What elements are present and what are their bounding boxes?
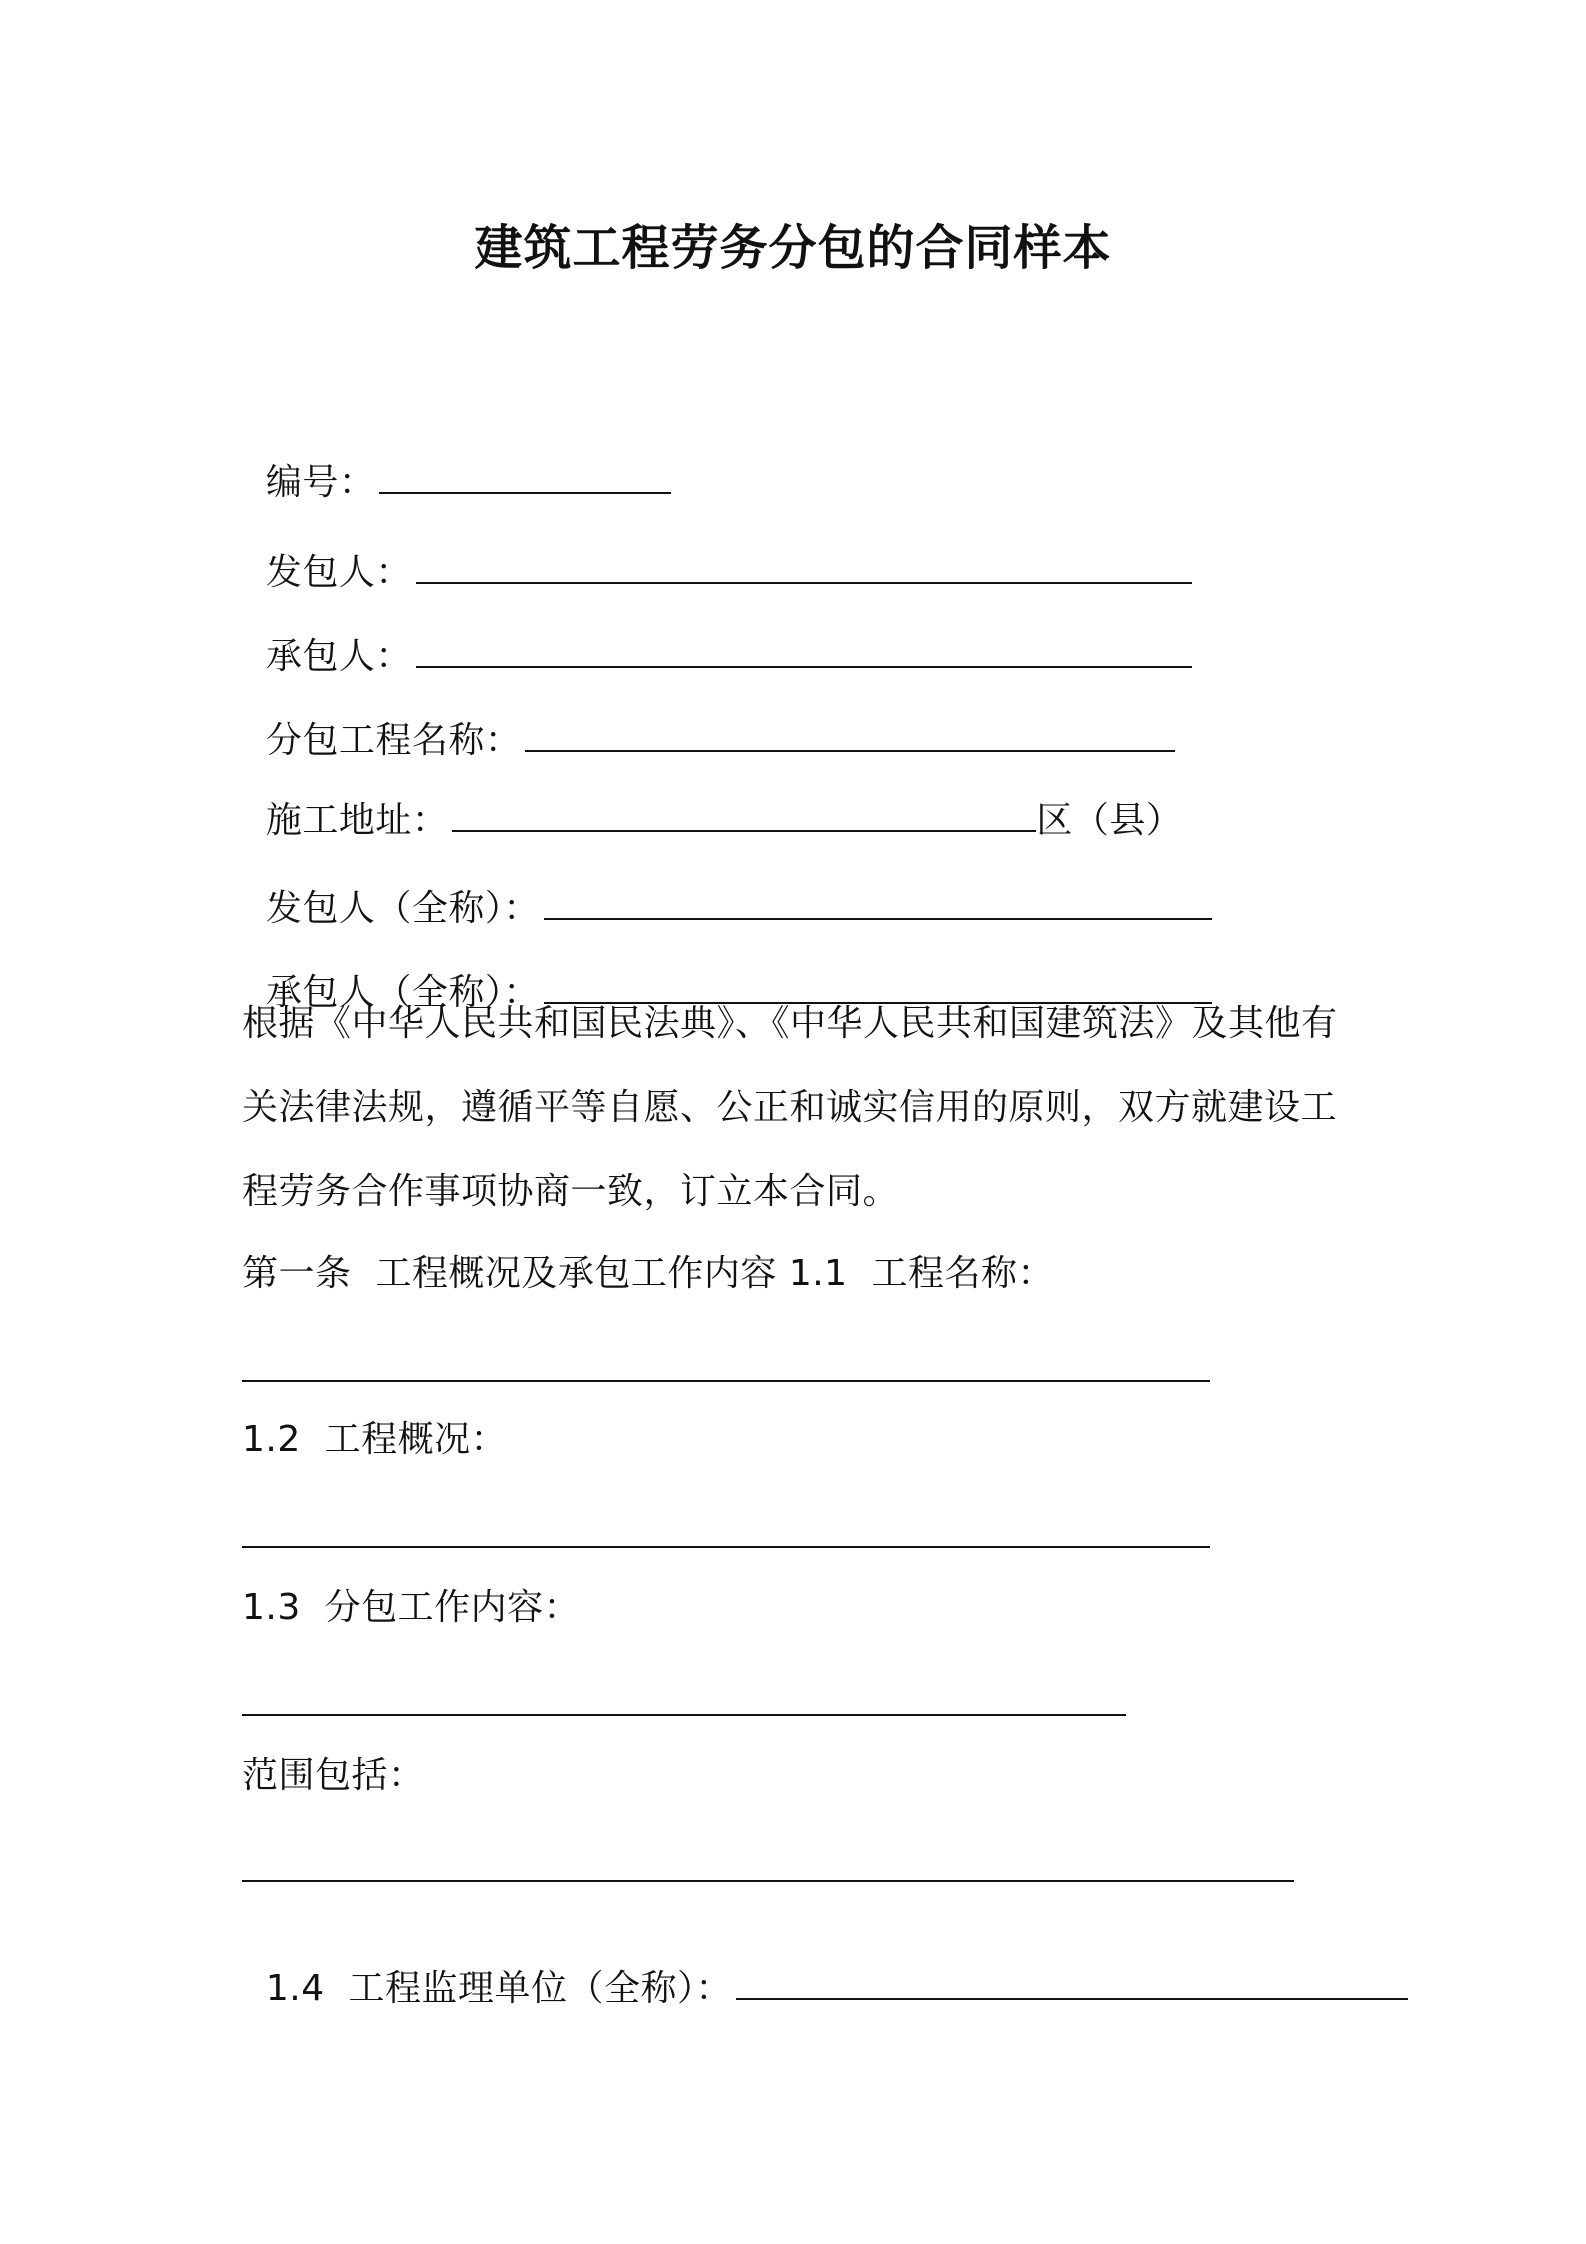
site-address-suffix: 区（县） <box>1036 800 1183 841</box>
preamble-line-1: 根据《中华人民共和国民法典》、《中华人民共和国建筑法》及其他有 <box>242 1003 1338 1044</box>
project-overview-rule[interactable] <box>242 1546 1210 1548</box>
scope-label: 范围包括： <box>242 1755 425 1796</box>
contractor-full-label: 承包人（全称）： <box>265 972 540 1013</box>
item-1-2: 1.2 工程概况： <box>242 1419 508 1460</box>
contractor-label: 承包人： <box>265 636 412 677</box>
project-name-label: 分包工程名称： <box>265 720 522 761</box>
site-address-label: 施工地址： <box>265 800 449 841</box>
employer-field <box>242 504 1192 595</box>
item-1-4-field <box>242 1920 1408 2011</box>
employer-full-blank[interactable] <box>544 884 1212 920</box>
site-address-blank[interactable] <box>452 796 1036 832</box>
document-title: 建筑工程劳务分包的合同样本 <box>474 220 1112 276</box>
number-field <box>242 414 671 505</box>
site-address-field <box>242 752 1182 843</box>
contractor-blank[interactable] <box>416 632 1192 668</box>
project-name-field <box>242 672 1175 763</box>
preamble-line-3: 程劳务合作事项协商一致，订立本合同。 <box>242 1171 900 1212</box>
employer-blank[interactable] <box>416 548 1192 584</box>
supervisor-blank[interactable] <box>736 1964 1408 2000</box>
employer-label: 发包人： <box>265 552 412 593</box>
project-name-rule[interactable] <box>242 1380 1210 1382</box>
number-blank[interactable] <box>379 458 671 494</box>
work-content-rule[interactable] <box>242 1714 1126 1716</box>
employer-full-label: 发包人（全称）： <box>265 888 540 929</box>
number-label: 编号： <box>265 462 376 503</box>
contractor-field <box>242 588 1192 679</box>
employer-full-field <box>242 840 1212 931</box>
item-1-3: 1.3 分包工作内容： <box>242 1587 581 1628</box>
item-1-4-label: 1.4 工程监理单位（全称）： <box>265 1968 733 2009</box>
article1-heading: 第一条 工程概况及承包工作内容 1.1 工程名称： <box>242 1253 1054 1294</box>
contractor-full-blank[interactable] <box>544 968 1212 1004</box>
project-name-blank[interactable] <box>525 716 1175 752</box>
scope-rule[interactable] <box>242 1880 1294 1882</box>
preamble-line-2: 关法律法规，遵循平等自愿、公正和诚实信用的原则，双方就建设工 <box>242 1087 1338 1128</box>
